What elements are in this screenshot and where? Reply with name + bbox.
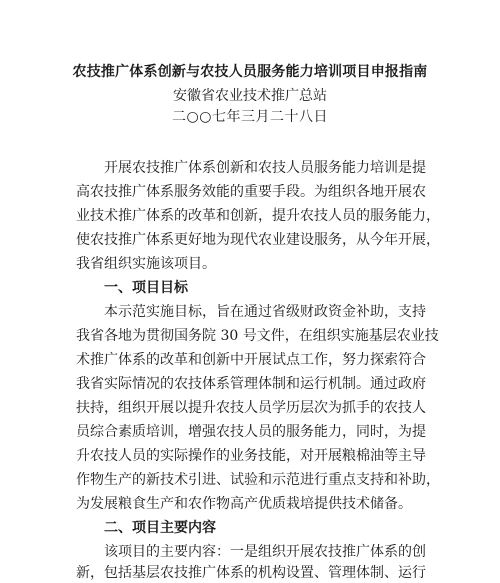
document-title: 农技推广体系创新与农技人员服务能力培训项目申报指南 (72, 64, 428, 80)
section-heading: 二、项目主要内容 (104, 520, 216, 536)
section-line: 新，包括基层农技推广体系的机构设置、管理体制、运行 (76, 565, 426, 581)
section-line: 为发展粮食生产和农作物高产优质栽培提供技术储备。 (76, 496, 412, 512)
section-heading: 一、项目目标 (104, 280, 188, 296)
section-line: 作物生产的新技术引进、试验和示范进行重点支持和补助， (76, 472, 440, 488)
intro-line: 我省组织实施该项目。 (76, 256, 216, 272)
document-date: 二○○七年三月二十八日 (172, 109, 328, 125)
section-line: 升农技人员的实际操作的业务技能，对开展粮棉油等主导 (76, 448, 426, 464)
issuing-organization: 安徽省农业技术推广总站 (173, 88, 327, 104)
intro-line: 业技术推广体系的改革和创新，提升农技人员的服务能力， (76, 208, 440, 224)
section-line: 术推广体系的改革和创新中开展试点工作，努力探索符合 (76, 352, 426, 368)
section-line: 该项目的主要内容：一是组织开展农技推广体系的创 (104, 544, 426, 560)
section-line: 扶持，组织开展以提升农技人员学历层次为抓手的农技人 (76, 400, 426, 416)
intro-line: 使农技推广体系更好地为现代农业建设服务，从今年开展， (76, 232, 440, 248)
section-line: 我省各地为贯彻国务院 30 号文件，在组织实施基层农业技 (76, 328, 439, 344)
section-line: 员综合素质培训，增强农技人员的服务能力，同时，为提 (76, 424, 426, 440)
intro-line: 高农技推广体系服务效能的重要手段。为组织各地开展农 (76, 184, 426, 200)
section-line: 我省实际情况的农技体系管理体制和运行机制。通过政府 (76, 376, 426, 392)
intro-line: 开展农技推广体系创新和农技人员服务能力培训是提 (104, 160, 426, 176)
section-line: 本示范实施目标，旨在通过省级财政资金补助，支持 (104, 304, 426, 320)
